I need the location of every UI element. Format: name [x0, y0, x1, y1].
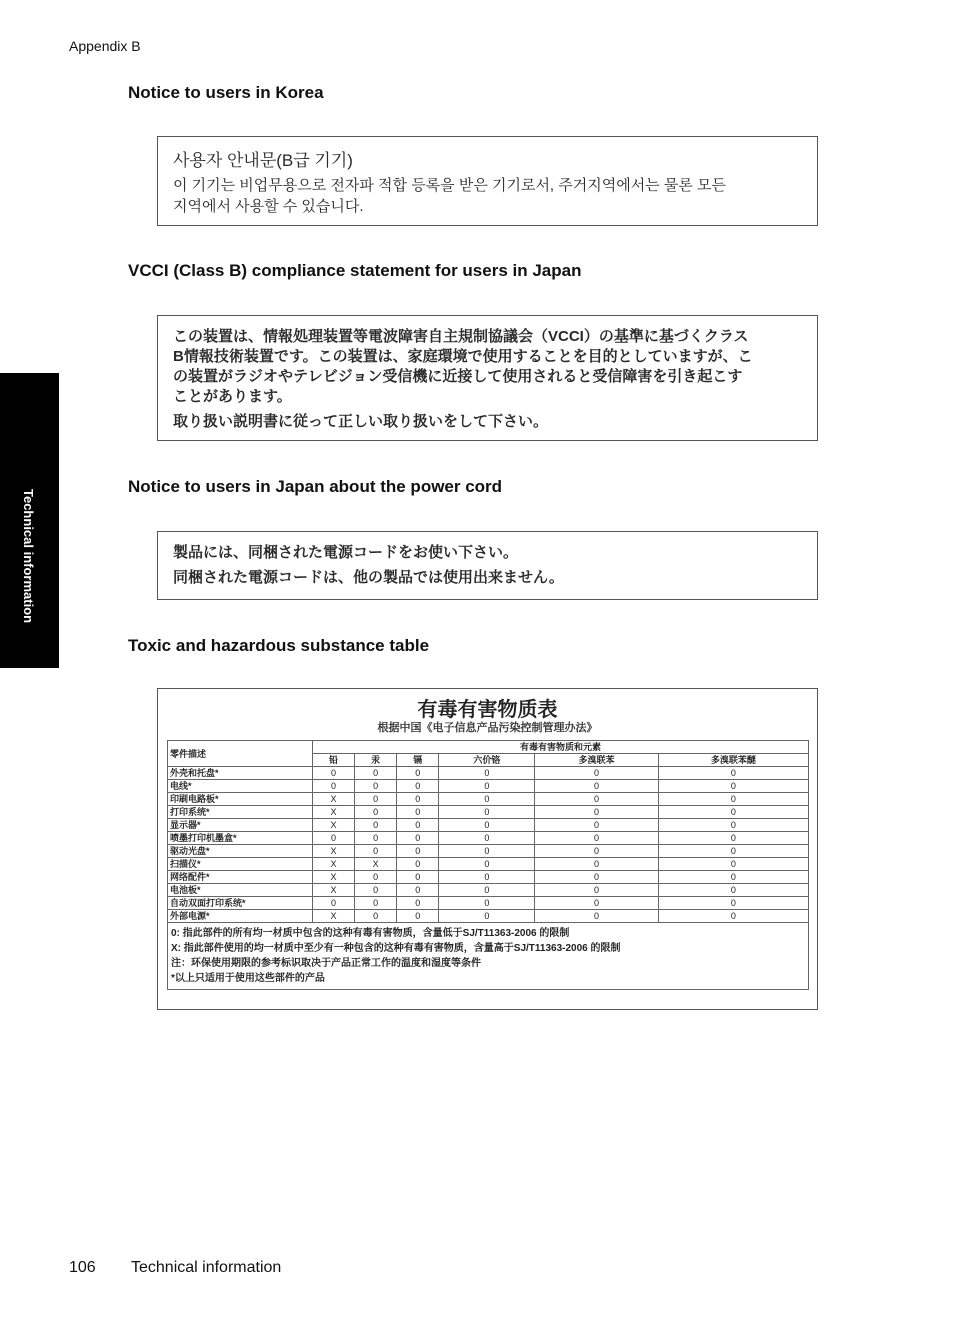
vcci-line: 取り扱い説明書に従って正しい取り扱いをして下さい。 [173, 413, 549, 430]
substance-value-cell: X [313, 871, 355, 884]
vcci-line: の装置がラジオやテレビジョン受信機に近接して使用されると受信障害を引き起こす [173, 368, 743, 385]
substance-value-cell: 0 [355, 780, 397, 793]
substance-value-cell: 0 [397, 806, 439, 819]
substance-value-cell: 0 [397, 793, 439, 806]
column-header-substance: 镉 [397, 754, 439, 767]
substance-value-cell: X [313, 910, 355, 923]
running-head: Appendix B [69, 38, 141, 54]
toxic-table-title: 有毒有害物质表 [417, 699, 558, 721]
substance-value-cell: 0 [535, 910, 658, 923]
substance-value-cell: 0 [355, 871, 397, 884]
column-group-header: 有毒有害物质和元素 [313, 741, 809, 754]
substance-value-cell: 0 [439, 910, 535, 923]
substance-value-cell: 0 [439, 845, 535, 858]
vcci-box [157, 315, 818, 441]
substance-value-cell: 0 [658, 845, 808, 858]
part-name-cell: 喷墨打印机墨盒* [168, 832, 313, 845]
table-row [168, 806, 809, 819]
vcci-line: B情報技術装置です。この装置は、家庭環境で使用することを目的としていますが、こ [173, 348, 753, 365]
substance-value-cell: 0 [313, 897, 355, 910]
table-row [168, 897, 809, 910]
vcci-line: ことがあります。 [173, 388, 292, 405]
substance-value-cell: 0 [658, 858, 808, 871]
substance-value-cell: 0 [658, 793, 808, 806]
substance-value-cell: X [313, 858, 355, 871]
table-row [168, 884, 809, 897]
substance-value-cell: X [355, 858, 397, 871]
substance-value-cell: 0 [535, 845, 658, 858]
substance-value-cell: 0 [397, 884, 439, 897]
substance-value-cell: 0 [658, 780, 808, 793]
vcci-line: この装置は、情報処理装置等電波障害自主規制協議会（VCCI）の基準に基づくクラス [173, 328, 749, 345]
substance-value-cell: 0 [439, 884, 535, 897]
column-header-substance: 铅 [313, 754, 355, 767]
column-header-substance: 汞 [355, 754, 397, 767]
substance-value-cell: 0 [355, 819, 397, 832]
table-row [168, 793, 809, 806]
table-row [168, 832, 809, 845]
substance-value-cell: 0 [535, 884, 658, 897]
part-name-cell: 电池板* [168, 884, 313, 897]
substance-value-cell: X [313, 793, 355, 806]
substance-value-cell: 0 [355, 910, 397, 923]
table-row [168, 845, 809, 858]
part-name-cell: 显示器* [168, 819, 313, 832]
substance-value-cell: 0 [397, 897, 439, 910]
substance-value-cell: 0 [658, 897, 808, 910]
side-tab-label: Technical information [21, 489, 36, 624]
table-row [168, 871, 809, 884]
substance-value-cell: 0 [397, 819, 439, 832]
substance-value-cell: 0 [535, 806, 658, 819]
toxic-table-heading: Toxic and hazardous substance table [128, 636, 430, 655]
table-row [168, 767, 809, 780]
column-header-substance: 多溴联苯 [535, 754, 658, 767]
part-name-cell: 外壳和托盘* [168, 767, 313, 780]
part-name-cell: 外部电源* [168, 910, 313, 923]
substance-value-cell: 0 [439, 819, 535, 832]
table-row [168, 858, 809, 871]
substance-value-cell: 0 [439, 767, 535, 780]
toxic-table-subtitle: 根据中国《电子信息产品污染控制管理办法》 [377, 722, 598, 734]
substance-value-cell: 0 [397, 832, 439, 845]
korea-notice-line: 이 기기는 비업무용으로 전자파 적합 등록을 받은 기기로서, 주거지역에서는 물론 모든 [173, 177, 726, 194]
substance-value-cell: 0 [439, 780, 535, 793]
power-cord-line: 製品には、同梱された電源コードをお使い下さい。 [173, 544, 519, 561]
substance-value-cell: 0 [355, 845, 397, 858]
part-name-cell: 电线* [168, 780, 313, 793]
substance-value-cell: 0 [397, 845, 439, 858]
part-name-cell: 印刷电路板* [168, 793, 313, 806]
substance-value-cell: 0 [535, 780, 658, 793]
substance-value-cell: 0 [355, 832, 397, 845]
korea-notice-box [157, 136, 818, 226]
substance-value-cell: 0 [439, 793, 535, 806]
substance-value-cell: X [313, 819, 355, 832]
table-row [168, 819, 809, 832]
substance-value-cell: 0 [397, 858, 439, 871]
substance-value-cell: 0 [535, 767, 658, 780]
substance-value-cell: 0 [658, 910, 808, 923]
table-note: 注：环保使用期限的参考标识取决于产品正常工作的温度和湿度等条件 [171, 958, 481, 969]
substance-value-cell: 0 [658, 884, 808, 897]
substance-value-cell: 0 [535, 832, 658, 845]
substance-value-cell: 0 [313, 780, 355, 793]
footer-section-title: Technical information [131, 1259, 282, 1276]
substance-value-cell: 0 [535, 858, 658, 871]
substance-value-cell: 0 [439, 858, 535, 871]
substance-value-cell: 0 [355, 884, 397, 897]
column-header-substance: 六价铬 [439, 754, 535, 767]
toxic-table-box [157, 688, 818, 1010]
korea-notice-heading: Notice to users in Korea [128, 83, 324, 102]
korea-notice-line: 지역에서 사용할 수 있습니다. [173, 198, 364, 215]
substance-value-cell: X [313, 845, 355, 858]
table-note: *以上只适用于使用这些部件的产品 [171, 973, 325, 984]
substance-value-cell: 0 [439, 806, 535, 819]
substance-value-cell: 0 [313, 767, 355, 780]
power-cord-box [157, 531, 818, 600]
substance-value-cell: 0 [535, 897, 658, 910]
page-number: 106 [69, 1259, 96, 1276]
substance-value-cell: 0 [355, 793, 397, 806]
substance-value-cell: 0 [535, 871, 658, 884]
table-row [168, 780, 809, 793]
power-cord-line: 同梱された電源コードは、他の製品では使用出来ません。 [173, 569, 564, 586]
substance-value-cell: X [313, 884, 355, 897]
vcci-heading: VCCI (Class B) compliance statement for users in Japan [128, 261, 582, 280]
substance-value-cell: 0 [658, 819, 808, 832]
table-row [168, 910, 809, 923]
substance-value-cell: 0 [658, 806, 808, 819]
substance-value-cell: 0 [439, 897, 535, 910]
substance-value-cell: 0 [439, 832, 535, 845]
substance-value-cell: 0 [355, 806, 397, 819]
power-cord-heading: Notice to users in Japan about the power cord [128, 477, 503, 496]
table-notes-row [168, 923, 809, 990]
part-name-cell: 网络配件* [168, 871, 313, 884]
substance-value-cell: X [313, 806, 355, 819]
substance-value-cell: 0 [658, 871, 808, 884]
column-header-part: 零件描述 [168, 741, 313, 767]
substance-value-cell: 0 [313, 832, 355, 845]
substance-value-cell: 0 [397, 767, 439, 780]
substance-value-cell: 0 [658, 832, 808, 845]
part-name-cell: 自动双面打印系统* [168, 897, 313, 910]
substance-value-cell: 0 [535, 819, 658, 832]
column-header-substance: 多溴联苯醚 [658, 754, 808, 767]
substance-value-cell: 0 [355, 897, 397, 910]
substance-value-cell: 0 [397, 910, 439, 923]
table-notes [168, 923, 809, 990]
part-name-cell: 扫描仪* [168, 858, 313, 871]
substance-value-cell: 0 [658, 767, 808, 780]
side-tab [0, 373, 59, 668]
substance-value-cell: 0 [397, 871, 439, 884]
table-note: X: 指此部件使用的均一材质中至少有一种包含的这种有毒有害物质，含量高于SJ/T11363-2006 的限制 [171, 943, 621, 954]
korea-notice-title: 사용자 안내문(B급 기기) [173, 151, 353, 170]
substance-value-cell: 0 [535, 793, 658, 806]
substance-value-cell: 0 [355, 767, 397, 780]
substance-value-cell: 0 [439, 871, 535, 884]
substance-value-cell: 0 [397, 780, 439, 793]
part-name-cell: 驱动光盘* [168, 845, 313, 858]
part-name-cell: 打印系统* [168, 806, 313, 819]
table-note: 0: 指此部件的所有均一材质中包含的这种有毒有害物质，含量低于SJ/T11363-2006 的限制 [171, 928, 570, 939]
substance-table [167, 740, 809, 990]
